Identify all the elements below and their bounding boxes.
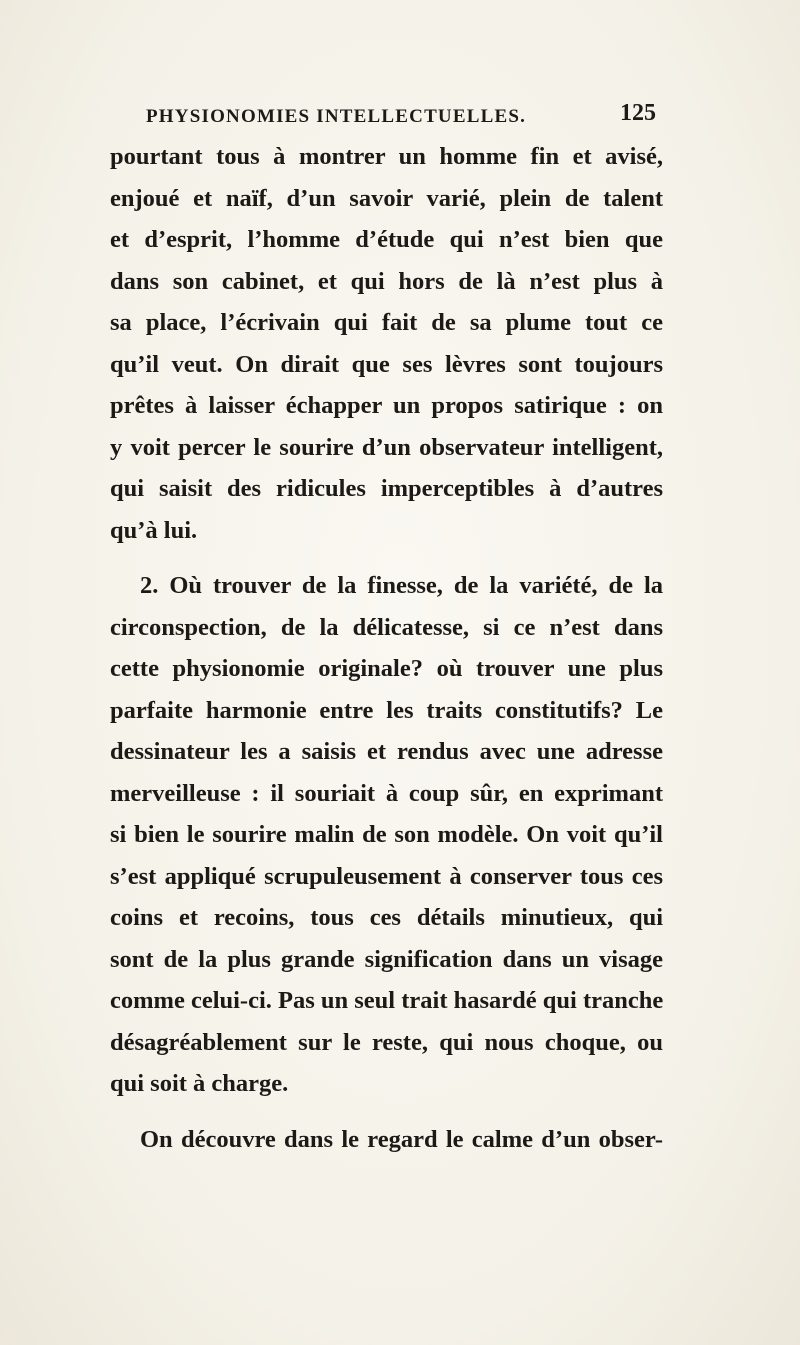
paragraph-1	[110, 136, 663, 551]
body-text	[110, 136, 663, 1160]
text-line: 2. Où trouver de la finesse, de la variété, de la	[140, 572, 663, 599]
text-line: merveilleuse : il souriait à coup sûr, en exprimant	[110, 779, 663, 807]
text-line: prêtes à laisser échapper un propos satirique : on	[110, 392, 663, 419]
text-line: On découvre dans le regard le calme d’un obser-	[140, 1125, 663, 1153]
text-line: cette physionomie originale? où trouver une plus	[110, 655, 663, 682]
text-line: qui saisit des ridicules imperceptibles à d’autres	[110, 475, 663, 502]
text-line: parfaite harmonie entre les traits constitutifs? Le	[110, 696, 663, 724]
text-line: qu’il veut. On dirait que ses lèvres sont toujours	[110, 350, 663, 378]
text-line: dessinateur les a saisis et rendus avec une adresse	[110, 738, 663, 765]
paragraph-2	[110, 565, 663, 1105]
text-line: si bien le sourire malin de son modèle. On voit qu’il	[110, 821, 663, 848]
page-number: 125	[620, 100, 656, 126]
text-line: qui soit à charge.	[110, 1070, 289, 1097]
paragraph-gap	[110, 1105, 663, 1119]
text-line: désagréablement sur le reste, qui nous choque, ou	[110, 1028, 663, 1056]
text-line: coins et recoins, tous ces détails minutieux, qui	[110, 904, 663, 931]
text-line: y voit percer le sourire d’un observateur intelligent,	[110, 433, 663, 461]
text-line: sont de la plus grande signification dans un visage	[110, 945, 663, 973]
text-line: dans son cabinet, et qui hors de là n’est plus à	[110, 267, 663, 295]
paragraph-3	[110, 1119, 663, 1161]
text-line: enjoué et naïf, d’un savoir varié, plein de talent	[110, 184, 663, 212]
text-line: qu’à lui.	[110, 516, 198, 544]
running-head	[146, 100, 656, 136]
text-line: sa place, l’écrivain qui fait de sa plume tout ce	[110, 309, 663, 336]
text-line: comme celui-ci. Pas un seul trait hasardé qui tranche	[110, 987, 664, 1014]
running-title: PHYSIONOMIES INTELLECTUELLES.	[146, 106, 527, 127]
text-line: pourtant tous à montrer un homme fin et avisé,	[110, 143, 663, 170]
text-line: s’est appliqué scrupuleusement à conserver tous ces	[110, 862, 663, 890]
text-line: et d’esprit, l’homme d’étude qui n’est bien que	[110, 226, 663, 253]
paragraph-gap	[110, 551, 663, 565]
text-line: circonspection, de la délicatesse, si ce n’est dans	[110, 613, 663, 641]
